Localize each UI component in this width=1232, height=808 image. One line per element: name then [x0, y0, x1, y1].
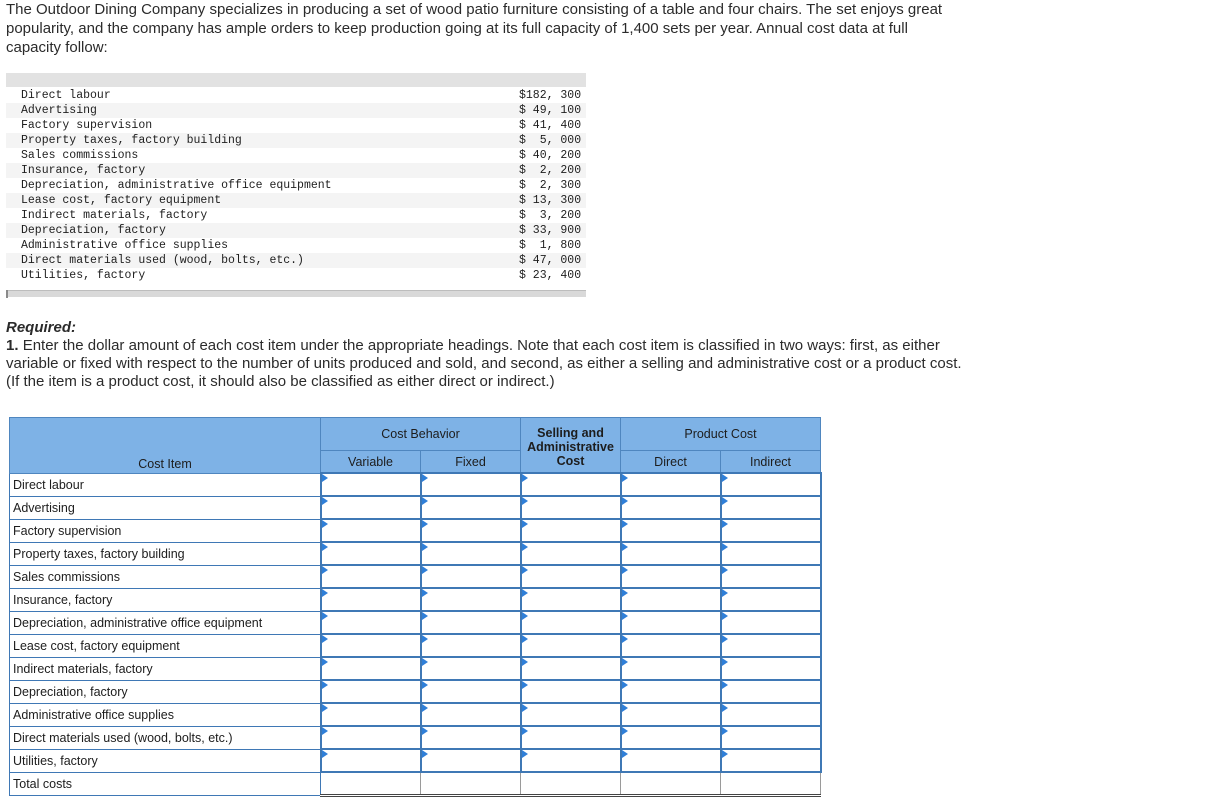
cost-item-label: Utilities, factory	[10, 749, 321, 772]
indirect-input[interactable]	[721, 680, 821, 703]
indirect-input[interactable]	[721, 657, 821, 680]
variable-input[interactable]	[321, 634, 421, 657]
cost-data-value: $ 23, 400	[519, 269, 582, 282]
selling-admin-input[interactable]	[521, 473, 621, 496]
cost-item-label: Direct materials used (wood, bolts, etc.)	[10, 726, 321, 749]
variable-input[interactable]	[321, 588, 421, 611]
fixed-header: Fixed	[421, 451, 521, 474]
variable-total-cell	[321, 772, 421, 796]
cost-data-value: $ 1, 800	[519, 239, 582, 252]
selling-admin-input[interactable]	[521, 496, 621, 519]
fixed-input[interactable]	[421, 542, 521, 565]
direct-input[interactable]	[621, 565, 721, 588]
cost-data-row	[6, 223, 586, 238]
table-row	[10, 542, 821, 565]
selling-admin-input[interactable]	[521, 634, 621, 657]
indirect-input[interactable]	[721, 611, 821, 634]
selling-admin-input[interactable]	[521, 542, 621, 565]
cost-item-label: Insurance, factory	[10, 588, 321, 611]
cost-data-label: Indirect materials, factory	[21, 209, 208, 222]
direct-input[interactable]	[621, 519, 721, 542]
selling-admin-input[interactable]	[521, 726, 621, 749]
table-row	[10, 749, 821, 772]
table-row	[10, 726, 821, 749]
required-title: Required:	[6, 319, 77, 336]
total-row	[10, 772, 821, 796]
cost-classification-table	[9, 417, 822, 797]
cost-data-rows	[6, 88, 586, 283]
cost-item-label: Depreciation, factory	[10, 680, 321, 703]
cost-data-value: $ 40, 200	[519, 149, 582, 162]
fixed-input[interactable]	[421, 588, 521, 611]
cost-item-label: Advertising	[10, 496, 321, 519]
cost-data-label: Sales commissions	[21, 149, 139, 162]
selling-admin-input[interactable]	[521, 565, 621, 588]
cost-data-value: $ 41, 400	[519, 119, 582, 132]
table-row	[10, 611, 821, 634]
indirect-input[interactable]	[721, 565, 821, 588]
table-row	[10, 473, 821, 496]
table-row	[10, 657, 821, 680]
direct-input[interactable]	[621, 726, 721, 749]
table-row	[10, 680, 821, 703]
fixed-input[interactable]	[421, 565, 521, 588]
problem-intro: The Outdoor Dining Company specializes in producing a set of wood patio furniture consisting of a table and four chairs. The set enjoys great popularity, and the company has ample orders to keep production going at its full capacity of 1,400 sets per year. Annual cost data at full capacity follow:	[6, 1, 943, 56]
indirect-input[interactable]	[721, 749, 821, 772]
indirect-input[interactable]	[721, 496, 821, 519]
table-row	[10, 496, 821, 519]
variable-input[interactable]	[321, 726, 421, 749]
cost-item-label: Lease cost, factory equipment	[10, 634, 321, 657]
cost-data-label: Utilities, factory	[21, 269, 146, 282]
cost-behavior-header: Cost Behavior	[321, 418, 521, 451]
selling-admin-input[interactable]	[521, 588, 621, 611]
cost-data-row	[6, 103, 586, 118]
cost-data-row	[6, 208, 586, 223]
selling-admin-total-cell	[521, 772, 621, 796]
cost-data-row	[6, 88, 586, 103]
product-cost-header: Product Cost	[621, 418, 821, 451]
indirect-input[interactable]	[721, 519, 821, 542]
cost-data-value: $ 33, 900	[519, 224, 582, 237]
cost-data-label: Factory supervision	[21, 119, 153, 132]
cost-item-label: Factory supervision	[10, 519, 321, 542]
variable-input[interactable]	[321, 657, 421, 680]
cost-data-value: $ 13, 300	[519, 194, 582, 207]
indirect-input[interactable]	[721, 542, 821, 565]
cost-data-row	[6, 133, 586, 148]
cost-data-value: $ 3, 200	[519, 209, 582, 222]
required-instruction	[6, 337, 966, 391]
required-number: 1.	[6, 337, 19, 354]
required-text: Enter the dollar amount of each cost item under the appropriate headings. Note that each cost item is classified in two ways: first, as either variable or fixed with respect to the number of units produced and sold, and second, as either a selling and administrative cost or a product cost. (If the item is a product cost, it should also be classified as either direct or indirect.)	[6, 337, 962, 390]
cost-data-row	[6, 238, 586, 253]
selling-admin-header: Selling and Administrative Cost	[521, 418, 621, 474]
cost-item-label: Indirect materials, factory	[10, 657, 321, 680]
fixed-input[interactable]	[421, 519, 521, 542]
cost-data-footer-bar	[6, 290, 586, 297]
cost-data-value: $ 2, 300	[519, 179, 582, 192]
fixed-input[interactable]	[421, 749, 521, 772]
cost-data-label: Property taxes, factory building	[21, 134, 242, 147]
variable-input[interactable]	[321, 611, 421, 634]
selling-admin-input[interactable]	[521, 703, 621, 726]
direct-header: Direct	[621, 451, 721, 474]
direct-input[interactable]	[621, 611, 721, 634]
cost-data-row	[6, 268, 586, 283]
selling-admin-input[interactable]	[521, 749, 621, 772]
fixed-input[interactable]	[421, 611, 521, 634]
cost-data-label: Administrative office supplies	[21, 239, 229, 252]
cost-data-row	[6, 253, 586, 268]
variable-input[interactable]	[321, 703, 421, 726]
cost-item-label: Sales commissions	[10, 565, 321, 588]
total-costs-label: Total costs	[10, 772, 321, 796]
cost-data-label: Direct materials used (wood, bolts, etc.)	[21, 254, 304, 267]
direct-input[interactable]	[621, 749, 721, 772]
direct-input[interactable]	[621, 473, 721, 496]
fixed-input[interactable]	[421, 657, 521, 680]
variable-input[interactable]	[321, 749, 421, 772]
table-row	[10, 588, 821, 611]
direct-input[interactable]	[621, 542, 721, 565]
cost-data-label: Depreciation, factory	[21, 224, 166, 237]
indirect-input[interactable]	[721, 703, 821, 726]
cost-item-label: Direct labour	[10, 473, 321, 496]
cost-data-header-bar	[6, 73, 586, 87]
variable-header: Variable	[321, 451, 421, 474]
fixed-input[interactable]	[421, 680, 521, 703]
cost-item-label: Depreciation, administrative office equipment	[10, 611, 321, 634]
direct-input[interactable]	[621, 634, 721, 657]
indirect-input[interactable]	[721, 588, 821, 611]
cost-item-header: Cost Item	[10, 418, 321, 474]
variable-input[interactable]	[321, 519, 421, 542]
selling-admin-input[interactable]	[521, 680, 621, 703]
direct-input[interactable]	[621, 680, 721, 703]
cost-data-label: Advertising	[21, 104, 97, 117]
variable-input[interactable]	[321, 496, 421, 519]
cost-data-label: Depreciation, administrative office equipment	[21, 179, 332, 192]
direct-total-cell	[621, 772, 721, 796]
cost-data-value: $182, 300	[519, 89, 582, 102]
cost-data-row	[6, 178, 586, 193]
fixed-input[interactable]	[421, 496, 521, 519]
cost-data-row	[6, 163, 586, 178]
variable-input[interactable]	[321, 542, 421, 565]
selling-admin-input[interactable]	[521, 519, 621, 542]
cost-data-row	[6, 148, 586, 163]
fixed-input[interactable]	[421, 726, 521, 749]
direct-input[interactable]	[621, 588, 721, 611]
table-row	[10, 634, 821, 657]
direct-input[interactable]	[621, 496, 721, 519]
fixed-input[interactable]	[421, 634, 521, 657]
fixed-total-cell	[421, 772, 521, 796]
table-row	[10, 703, 821, 726]
indirect-input[interactable]	[721, 726, 821, 749]
cost-data-row	[6, 118, 586, 133]
table-row	[10, 519, 821, 542]
cost-data-value: $ 47, 000	[519, 254, 582, 267]
cost-data-row	[6, 193, 586, 208]
indirect-input[interactable]	[721, 634, 821, 657]
table-row	[10, 565, 821, 588]
variable-input[interactable]	[321, 473, 421, 496]
variable-input[interactable]	[321, 565, 421, 588]
cost-data-label: Insurance, factory	[21, 164, 146, 177]
cost-data-block	[6, 73, 586, 297]
indirect-input[interactable]	[721, 473, 821, 496]
cost-data-value: $ 2, 200	[519, 164, 582, 177]
variable-input[interactable]	[321, 680, 421, 703]
cost-item-label: Administrative office supplies	[10, 703, 321, 726]
selling-admin-input[interactable]	[521, 611, 621, 634]
fixed-input[interactable]	[421, 473, 521, 496]
required-section	[6, 319, 966, 391]
cost-data-value: $ 49, 100	[519, 104, 582, 117]
cost-data-label: Direct labour	[21, 89, 111, 102]
indirect-header: Indirect	[721, 451, 821, 474]
cost-item-label: Property taxes, factory building	[10, 542, 321, 565]
direct-input[interactable]	[621, 703, 721, 726]
fixed-input[interactable]	[421, 703, 521, 726]
indirect-total-cell	[721, 772, 821, 796]
cost-data-label: Lease cost, factory equipment	[21, 194, 222, 207]
direct-input[interactable]	[621, 657, 721, 680]
cost-data-value: $ 5, 000	[519, 134, 582, 147]
selling-admin-input[interactable]	[521, 657, 621, 680]
